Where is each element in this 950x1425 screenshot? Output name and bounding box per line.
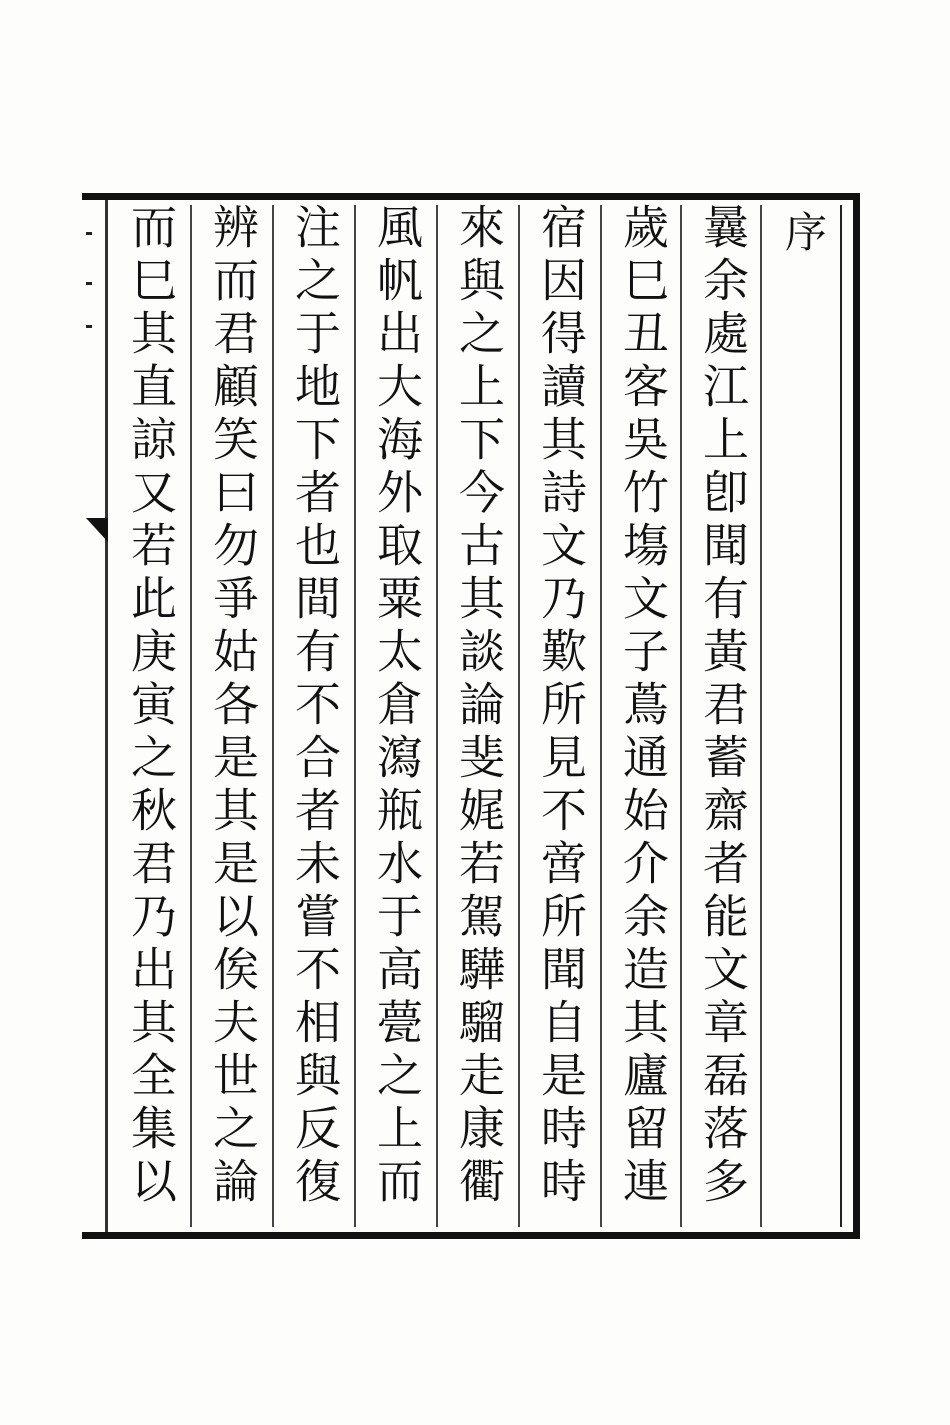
column-rule — [190, 205, 192, 1227]
text-column-6: 注之于地下者也間有不合者未嘗不相與反復 — [288, 203, 342, 1210]
column-rule — [518, 205, 520, 1227]
text-column-5: 風帆出大海外取粟太倉瀉瓶水于高甍之上而 — [370, 203, 424, 1210]
column-rule — [354, 205, 356, 1227]
margin-mark — [86, 232, 92, 235]
fold-mark — [86, 518, 108, 542]
frame-left-border — [105, 200, 108, 1232]
column-rule — [680, 205, 682, 1227]
text-column-7: 辨而君顧笑曰勿爭姑各是其是以俟夫世之論 — [206, 203, 260, 1210]
column-rule — [436, 205, 438, 1227]
frame-right-inner-line — [840, 205, 842, 1227]
text-column-2: 歲巳丑客吳竹塲文子蔦通始介余造其廬留連 — [616, 203, 670, 1210]
margin-mark — [86, 325, 92, 328]
text-column-8: 而巳其直諒又若此庚寅之秋君乃出其全集以 — [124, 203, 178, 1210]
page-title: 序 — [779, 210, 828, 252]
margin-mark — [86, 282, 92, 285]
column-rule — [760, 205, 762, 1227]
frame-bottom-border — [82, 1232, 860, 1239]
frame-right-border — [853, 193, 860, 1239]
text-column-1: 曩余處江上卽聞有黃君蓄齋者能文章磊落多 — [696, 203, 750, 1210]
frame-top-border — [82, 193, 860, 200]
text-column-3: 宿因得讀其詩文乃歎所見不啻所聞自是時時 — [534, 203, 588, 1210]
text-column-4: 來與之上下今古其談論斐娓若駕驊騮走康衢 — [452, 203, 506, 1210]
column-rule — [600, 205, 602, 1227]
column-rule — [272, 205, 274, 1227]
